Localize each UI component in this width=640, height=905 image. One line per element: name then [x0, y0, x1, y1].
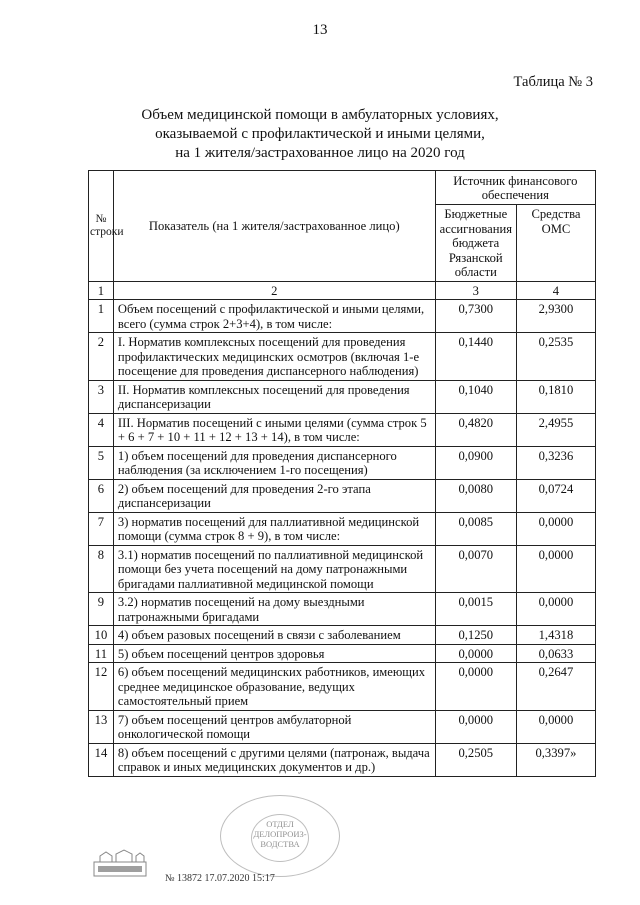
stamp-text: ОТДЕЛ: [266, 819, 294, 829]
table-row: [89, 479, 596, 512]
row-budget-value: 0,0000: [435, 710, 516, 743]
title-line: Объем медицинской помощи в амбулаторных условиях,: [141, 107, 499, 123]
header-indicator: Показатель (на 1 жителя/застрахованное лицо): [113, 171, 435, 282]
row-oms-value: 0,3397»: [516, 743, 595, 776]
table-row: [89, 413, 596, 446]
row-number: 12: [89, 663, 114, 711]
row-label: 1) объем посещений для проведения диспансерного наблюдения (за исключением 1-го посещения): [113, 446, 435, 479]
page-number: 13: [312, 22, 328, 38]
table-row: [89, 380, 596, 413]
row-label: 3.2) норматив посещений на дому выездными патронажными бригадами: [113, 593, 435, 626]
row-oms-value: 2,4955: [516, 413, 595, 446]
row-budget-value: 0,7300: [435, 300, 516, 333]
row-label: 3.1) норматив посещений по паллиативной медицинской помощи без учета посещений на дому патронажными бригадами паллиативной медицинской помощи: [113, 545, 435, 593]
row-number: 13: [89, 710, 114, 743]
table-row: [89, 545, 596, 593]
row-number: 14: [89, 743, 114, 776]
column-number: 4: [516, 281, 595, 300]
row-budget-value: 0,0900: [435, 446, 516, 479]
registration-footer: № 13872 17.07.2020 15:17: [165, 873, 275, 884]
row-oms-value: 0,0000: [516, 545, 595, 593]
row-label: 5) объем посещений центров здоровья: [113, 644, 435, 663]
row-label: II. Норматив комплексных посещений для проведения диспансеризации: [113, 380, 435, 413]
table-row: [89, 663, 596, 711]
row-oms-value: 0,0633: [516, 644, 595, 663]
row-number: 10: [89, 626, 114, 645]
row-budget-value: 0,0080: [435, 479, 516, 512]
row-budget-value: 0,0015: [435, 593, 516, 626]
table-row: [89, 512, 596, 545]
row-number: 2: [89, 333, 114, 381]
column-number: 2: [113, 281, 435, 300]
table-row: [89, 644, 596, 663]
stamp-text: ДЕЛОПРОИЗ-: [253, 829, 307, 839]
title-line: на 1 жителя/застрахованное лицо на 2020 год: [175, 145, 465, 161]
row-budget-value: 0,0070: [435, 545, 516, 593]
document-title: [0, 106, 640, 163]
table-row: [89, 333, 596, 381]
row-label: Объем посещений с профилактической и иными целями, всего (сумма строк 2+3+4), в том числе:: [113, 300, 435, 333]
table-row: [89, 710, 596, 743]
row-budget-value: 0,0000: [435, 644, 516, 663]
row-number: 8: [89, 545, 114, 593]
row-budget-value: 0,2505: [435, 743, 516, 776]
row-oms-value: 0,0000: [516, 512, 595, 545]
table-row: [89, 300, 596, 333]
row-oms-value: 0,3236: [516, 446, 595, 479]
row-label: 4) объем разовых посещений в связи с заболеванием: [113, 626, 435, 645]
office-stamp: [220, 795, 340, 877]
header-oms: Средства ОМС: [516, 205, 595, 282]
emblem-icon: [92, 848, 148, 880]
row-label: 7) объем посещений центров амбулаторной онкологической помощи: [113, 710, 435, 743]
row-label: 8) объем посещений с другими целями (патронаж, выдача справок и иных медицинских документов и др.): [113, 743, 435, 776]
row-number: 1: [89, 300, 114, 333]
row-oms-value: 0,0724: [516, 479, 595, 512]
row-budget-value: 0,0085: [435, 512, 516, 545]
column-number: 3: [435, 281, 516, 300]
row-label: 2) объем посещений для проведения 2-го этапа диспансеризации: [113, 479, 435, 512]
row-label: I. Норматив комплексных посещений для проведения профилактических медицинских осмотров (включая 1-е посещение для проведения диспансерного наблюдения): [113, 333, 435, 381]
row-budget-value: 0,4820: [435, 413, 516, 446]
row-oms-value: 0,2647: [516, 663, 595, 711]
row-budget-value: 0,0000: [435, 663, 516, 711]
row-label: 3) норматив посещений для паллиативной медицинской помощи (сумма строк 8 + 9), в том числе:: [113, 512, 435, 545]
row-budget-value: 0,1040: [435, 380, 516, 413]
header-source: Источник финансового обеспечения: [435, 171, 595, 205]
row-number: 9: [89, 593, 114, 626]
row-number: 3: [89, 380, 114, 413]
row-number: 5: [89, 446, 114, 479]
header-budget: Бюджетные ассигнования бюджета Рязанской области: [435, 205, 516, 282]
table-row: [89, 446, 596, 479]
table-row: [89, 743, 596, 776]
row-number: 4: [89, 413, 114, 446]
row-label: III. Норматив посещений с иными целями (сумма строк 5 + 6 + 7 + 10 + 11 + 12 + 13 + 14), в том числе:: [113, 413, 435, 446]
table-label: Таблица № 3: [513, 74, 593, 90]
row-oms-value: 1,4318: [516, 626, 595, 645]
header-row-no: № строки: [89, 171, 114, 282]
row-budget-value: 0,1440: [435, 333, 516, 381]
row-oms-value: 0,0000: [516, 593, 595, 626]
stamp-text: ВОДСТВА: [260, 839, 300, 849]
row-oms-value: 0,2535: [516, 333, 595, 381]
table-row: [89, 593, 596, 626]
volume-table: [88, 170, 596, 777]
table-row: [89, 626, 596, 645]
row-oms-value: 0,1810: [516, 380, 595, 413]
row-number: 6: [89, 479, 114, 512]
row-oms-value: 2,9300: [516, 300, 595, 333]
row-number: 7: [89, 512, 114, 545]
row-number: 11: [89, 644, 114, 663]
row-budget-value: 0,1250: [435, 626, 516, 645]
row-oms-value: 0,0000: [516, 710, 595, 743]
row-label: 6) объем посещений медицинских работников, имеющих среднее медицинское образование, ведущих самостоятельный прием: [113, 663, 435, 711]
column-number: 1: [89, 281, 114, 300]
title-line: оказываемой с профилактической и иными целями,: [155, 126, 485, 142]
